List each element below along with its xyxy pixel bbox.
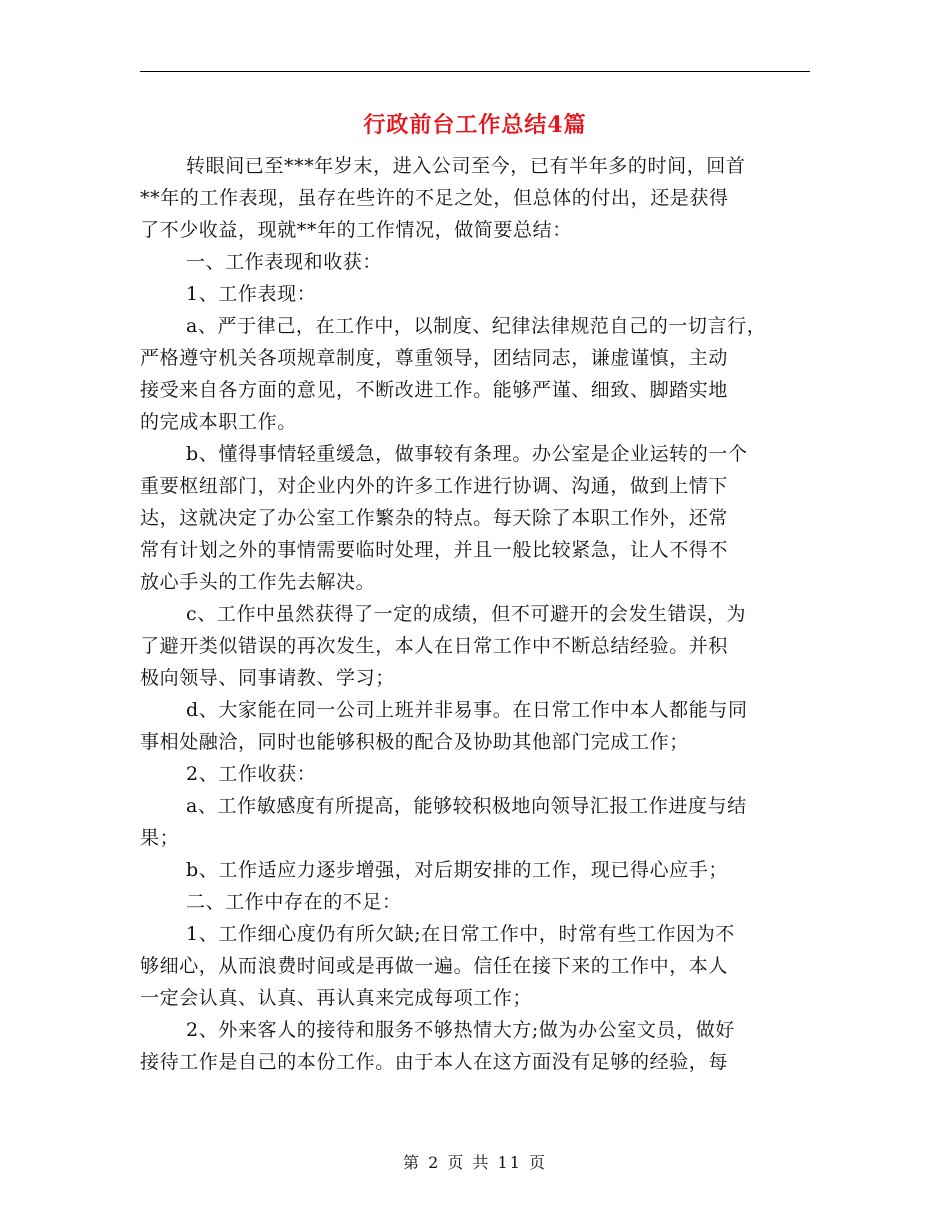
paragraph xyxy=(140,886,810,918)
text-line: 重要枢纽部门，对企业内外的许多工作进行协调、沟通，做到上情下 xyxy=(140,475,729,497)
text-line: a、严于律己，在工作中，以制度、纪律法律规范自己的一切言行， xyxy=(186,315,767,337)
text-line: 1、工作表现： xyxy=(186,283,317,305)
text-line: 转眼间已至***年岁末，进入公司至今，已有半年多的时间，回首 xyxy=(186,155,746,177)
paragraph xyxy=(140,598,810,694)
text-line: c、工作中虽然获得了一定的成绩，但不可避开的会发生错误，为 xyxy=(186,603,747,625)
text-line: 接待工作是自己的本份工作。由于本人在这方面没有足够的经验，每 xyxy=(140,1051,729,1073)
text-line: b、工作适应力逐步增强，对后期安排的工作，现已得心应手； xyxy=(186,859,728,881)
paragraph xyxy=(140,758,810,790)
text-line: 够细心，从而浪费时间或是再做一遍。信任在接下来的工作中，本人 xyxy=(140,955,729,977)
text-line: 了避开类似错误的再次发生，本人在日常工作中不断总结经验。并积 xyxy=(140,635,729,657)
text-line: 事相处融洽，同时也能够积极的配合及协助其他部门完成工作； xyxy=(140,731,689,753)
header-rule xyxy=(140,71,810,72)
text-line: 一定会认真、认真、再认真来完成每项工作； xyxy=(140,987,533,1009)
page-number: 第 2 页 共 11 页 xyxy=(403,1153,547,1172)
paragraph xyxy=(140,694,810,758)
text-line: 常有计划之外的事情需要临时处理，并且一般比较紧急，让人不得不 xyxy=(140,539,729,561)
text-line: 二、工作中存在的不足： xyxy=(186,891,402,913)
paragraph xyxy=(140,438,810,598)
paragraph xyxy=(140,790,810,854)
text-line: a、工作敏感度有所提高，能够较积极地向领导汇报工作进度与结 xyxy=(186,795,747,817)
document-body xyxy=(140,150,810,1078)
paragraph xyxy=(140,150,810,246)
text-line: 接受来自各方面的意见，不断改进工作。能够严谨、细致、脚踏实地 xyxy=(140,379,729,401)
text-line: 2、外来客人的接待和服务不够热情大方;做为办公室文员，做好 xyxy=(186,1019,735,1041)
text-line: 了不少收益，现就**年的工作情况，做简要总结： xyxy=(140,219,572,241)
paragraph xyxy=(140,310,810,438)
text-line: 严格遵守机关各项规章制度，尊重领导，团结同志，谦虚谨慎，主动 xyxy=(140,347,729,369)
text-line: 达，这就决定了办公室工作繁杂的特点。每天除了本职工作外，还常 xyxy=(140,507,729,529)
paragraph xyxy=(140,918,810,1014)
text-line: 的完成本职工作。 xyxy=(140,411,297,433)
paragraph xyxy=(140,854,810,886)
document-title: 行政前台工作总结4篇 xyxy=(363,112,587,138)
text-line: d、大家能在同一公司上班并非易事。在日常工作中本人都能与同 xyxy=(186,699,748,721)
text-line: 2、工作收获： xyxy=(186,763,317,785)
text-line: 果； xyxy=(140,827,180,849)
paragraph xyxy=(140,1014,810,1078)
text-line: b、懂得事情轻重缓急，做事较有条理。办公室是企业运转的一个 xyxy=(186,443,748,465)
paragraph xyxy=(140,278,810,310)
paragraph xyxy=(140,246,810,278)
text-line: 放心手头的工作先去解决。 xyxy=(140,571,376,593)
text-line: 一、工作表现和收获： xyxy=(186,251,383,273)
text-line: 极向领导、同事请教、学习； xyxy=(140,667,395,689)
text-line: **年的工作表现，虽存在些许的不足之处，但总体的付出，还是获得 xyxy=(140,187,729,209)
text-line: 1、工作细心度仍有所欠缺;在日常工作中，时常有些工作因为不 xyxy=(186,923,735,945)
